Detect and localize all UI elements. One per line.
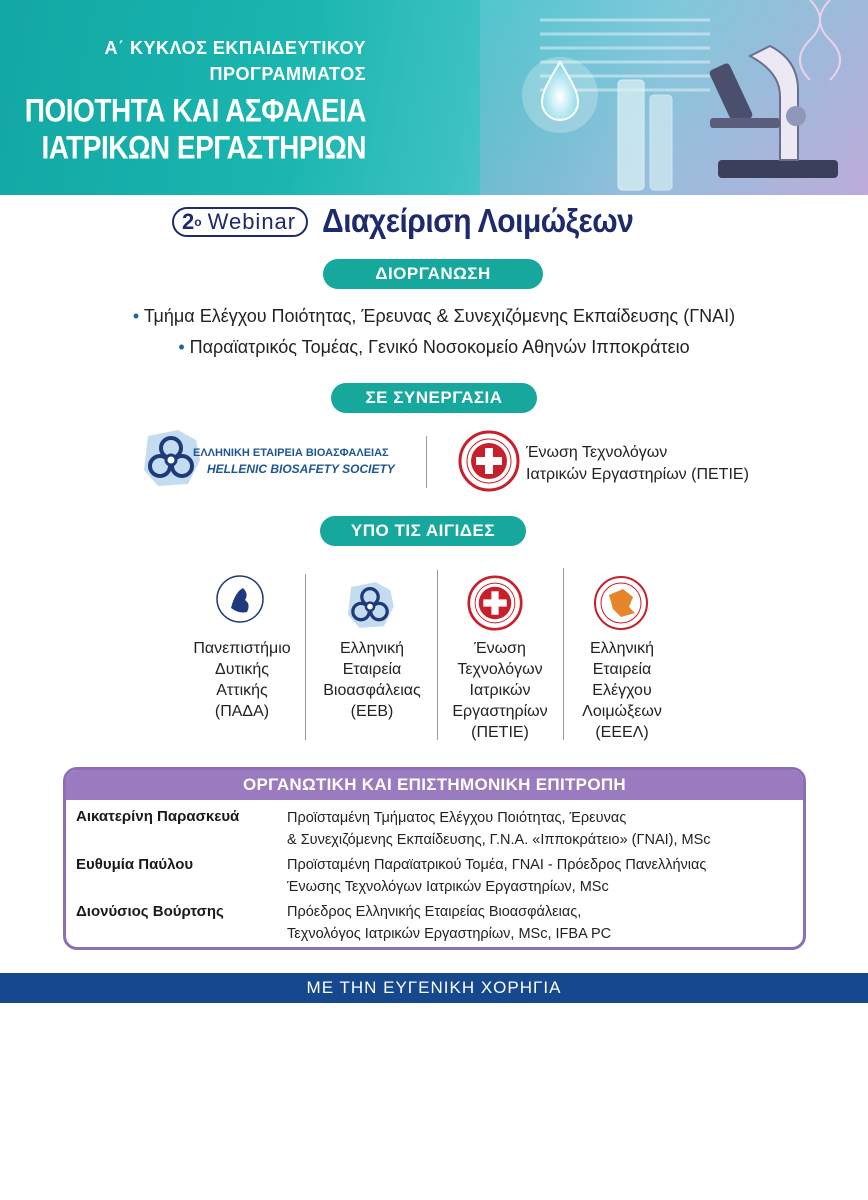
committee-member-name: Ευθυμία Παύλου [76, 856, 194, 873]
ebs-english-name: HELLENIC BIOSAFETY SOCIETY [207, 462, 395, 476]
webinar-number: 2 [182, 209, 195, 234]
petie-name [526, 442, 749, 486]
webinar-word: Webinar [207, 209, 297, 234]
divider [305, 574, 306, 740]
auspice-line: Αττικής [216, 682, 268, 699]
auspice-eeb [312, 638, 432, 722]
auspice-line: Εργαστηρίων [452, 703, 548, 720]
committee-box [63, 767, 806, 950]
committee-member-name: Αικατερίνη Παρασκευά [76, 808, 240, 825]
webinar-title: Διαχείριση Λοιμώξεων [322, 203, 634, 240]
organization-item-2-text: Παραϊατρικός Τομέας, Γενικό Νοσοκομείο Αθηνών Ιπποκράτειο [189, 337, 690, 357]
bullet-icon: • [132, 306, 144, 326]
divider [563, 568, 564, 740]
biohazard-icon [343, 578, 397, 632]
auspice-line: Εταιρεία [592, 661, 652, 678]
bullet-icon: • [178, 337, 190, 357]
committee-member-role [287, 854, 706, 898]
auspice-line: (ΕΕΕΛ) [595, 724, 649, 741]
organization-item-2 [0, 337, 868, 358]
webinar-line [172, 203, 634, 240]
auspice-line: Τεχνολόγων [457, 661, 543, 678]
committee-member-role [287, 901, 611, 945]
webinar-superscript: ο [194, 215, 202, 229]
organization-item-1-text: Τμήμα Ελέγχου Ποιότητας, Έρευνας & Συνεχιζόμενης Εκπαίδευσης (ΓΝΑΙ) [143, 306, 736, 326]
divider [426, 436, 427, 488]
role-line: & Συνεχιζόμενης Εκπαίδευσης, Γ.Ν.Α. «Ιπποκράτειο» (ΓΝΑΙ), MSc [287, 832, 711, 848]
auspice-line: Λοιμώξεων [582, 703, 662, 720]
header-line-2: ΠΡΟΓΡΑΜΜΑΤΟΣ [209, 64, 366, 84]
role-line: Προϊσταμένη Παραϊατρικού Τομέα, ΓΝΑΙ - Πρόεδρος Πανελλήνιας [287, 857, 707, 873]
committee-heading: ΟΡΓΑΝΩΤΙΚΗ ΚΑΙ ΕΠΙΣΤΗΜΟΝΙΚΗ ΕΠΙΤΡΟΠΗ [66, 770, 803, 800]
petie-logo-icon [458, 430, 520, 492]
role-line: Ένωσης Τεχνολόγων Ιατρικών Εργαστηρίων, MSc [287, 879, 609, 895]
header-title-line-1: ΠΟΙΟΤΗΤΑ ΚΑΙ ΑΣΦΑΛΕΙΑ [24, 92, 366, 129]
auspice-line: Ελληνική [589, 640, 655, 657]
organization-item-1 [0, 306, 868, 327]
petie-name-line-2: Ιατρικών Εργαστηρίων (ΠΕΤΙΕ) [526, 466, 749, 483]
header-banner [0, 0, 868, 195]
webinar-badge [172, 207, 308, 237]
role-line: Προϊσταμένη Τμήματος Ελέγχου Ποιότητας, Έρευνας [287, 810, 627, 826]
sponsor-banner: ΜΕ ΤΗΝ ΕΥΓΕΝΙΚΗ ΧΟΡΗΓΙΑ [0, 973, 868, 1003]
role-line: Πρόεδρος Ελληνικής Εταιρείας Βιοασφάλειας, [287, 904, 582, 920]
auspice-line: Εταιρεία [342, 661, 402, 678]
auspice-line: (ΕΕΒ) [350, 703, 394, 720]
header-title-line-2: ΙΑΤΡΙΚΩΝ ΕΡΓΑΣΤΗΡΙΩΝ [41, 129, 366, 166]
divider [437, 570, 438, 740]
auspice-line: Πανεπιστήμιο [193, 640, 291, 657]
auspice-line: (ΠΕΤΙΕ) [471, 724, 529, 741]
uniwa-logo-icon [215, 574, 265, 624]
role-line: Τεχνολόγος Ιατρικών Εργαστηρίων, MSc, IFBA PC [287, 926, 612, 942]
committee-member-role [287, 807, 711, 851]
auspice-line: (ΠΑΔΑ) [214, 703, 270, 720]
auspice-line: Ένωση [474, 640, 526, 657]
organization-heading: ΔΙΟΡΓΑΝΩΣΗ [323, 259, 543, 289]
petie-logo-icon [467, 575, 523, 631]
petie-name-line-1: Ένωση Τεχνολόγων [526, 444, 668, 461]
auspice-petie [442, 638, 558, 743]
lab-microscope-illustration [480, 0, 868, 195]
auspice-uniwa [186, 638, 298, 722]
auspice-eeel [568, 638, 676, 743]
auspice-line: Ιατρικών [469, 682, 531, 699]
eeel-logo-icon [593, 575, 649, 631]
header-line-1: Α΄ ΚΥΚΛΟΣ ΕΚΠΑΙΔΕΥΤΙΚΟΥ [104, 38, 366, 58]
ebs-greek-name: ΕΛΛΗΝΙΚΗ ΕΤΑΙΡΕΙΑ ΒΙΟΑΣΦΑΛΕΙΑΣ [193, 447, 389, 459]
auspice-line: Ελέγχου [592, 682, 652, 699]
auspices-heading: ΥΠΟ ΤΙΣ ΑΙΓΙΔΕΣ [320, 516, 526, 546]
cooperation-heading: ΣΕ ΣΥΝΕΡΓΑΣΙΑ [331, 383, 537, 413]
committee-member-name: Διονύσιος Βούρτσης [76, 903, 224, 920]
auspice-line: Ελληνική [339, 640, 405, 657]
auspice-line: Βιοασφάλειας [323, 682, 421, 699]
auspice-line: Δυτικής [215, 661, 269, 678]
